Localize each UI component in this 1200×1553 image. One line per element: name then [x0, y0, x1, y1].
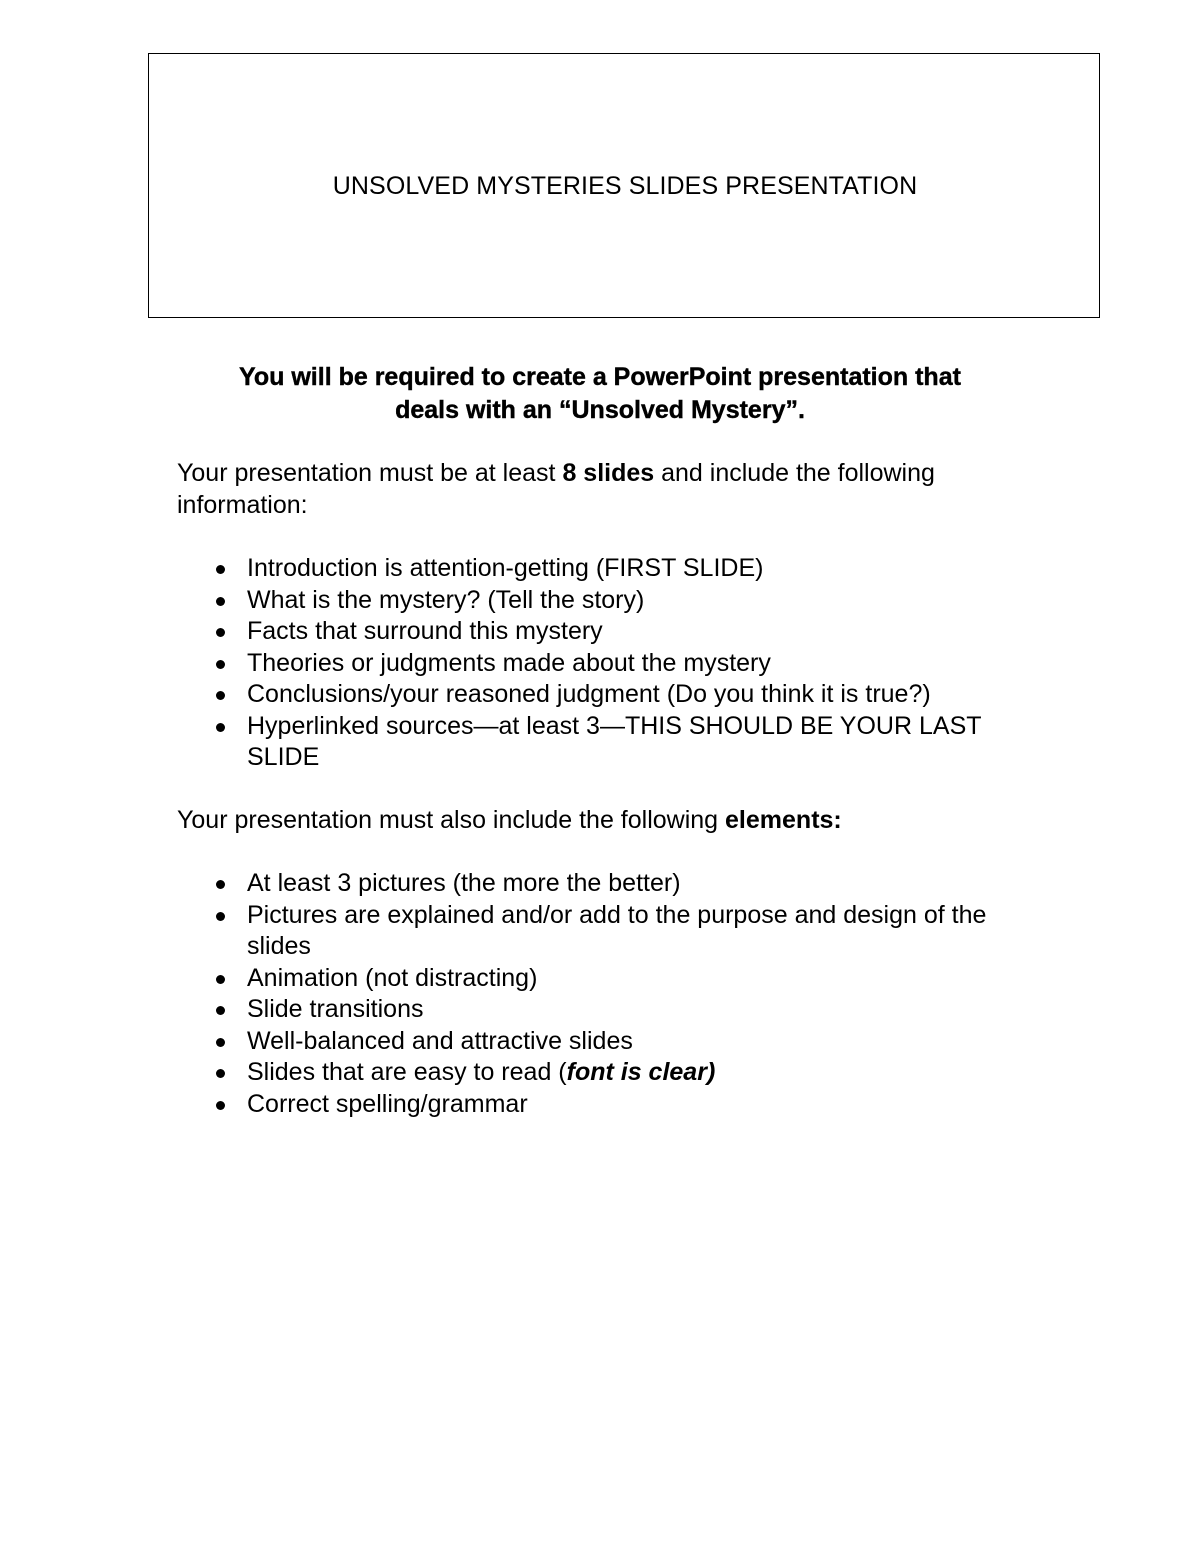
list-item-text: Hyperlinked sources—at least 3—THIS SHOULD BE YOUR LAST SLIDE: [247, 711, 982, 771]
list-item-text: Well-balanced and attractive slides: [247, 1026, 633, 1055]
list-item: [177, 679, 1057, 711]
heading-line-1: You will be required to create a PowerPoint presentation that: [239, 363, 961, 391]
list-item-text: Slides that are easy to read (: [247, 1058, 567, 1086]
elements-list: [177, 868, 1057, 1120]
list-item-text: At least 3 pictures (the more the better): [247, 869, 681, 897]
bullet-icon: [216, 597, 225, 606]
list-item-text: What is the mystery? (Tell the story): [247, 585, 645, 614]
bullet-icon: [216, 660, 225, 669]
list-item-text: Correct spelling/grammar: [247, 1089, 528, 1118]
list-item: [177, 648, 1057, 680]
title-box: [148, 53, 1100, 318]
requirements-intro-text: Your presentation must be at least: [177, 459, 563, 487]
document-title: UNSOLVED MYSTERIES SLIDES PRESENTATION: [332, 172, 918, 200]
assignment-heading: [148, 361, 1052, 427]
slide-count-emphasis: 8 slides: [562, 459, 655, 487]
list-item-text: Facts that surround this mystery: [247, 617, 603, 645]
list-item-text: Introduction is attention-getting (FIRST SLIDE): [247, 554, 764, 582]
bullet-icon: [216, 1101, 225, 1110]
bullet-icon: [216, 975, 225, 984]
bullet-icon: [216, 1006, 225, 1015]
requirements-intro: [177, 458, 1057, 521]
bullet-icon: [216, 565, 225, 574]
list-item-text: Theories or judgments made about the mystery: [247, 648, 771, 677]
bullet-icon: [216, 880, 225, 889]
list-item: [177, 900, 1057, 963]
elements-intro: [177, 805, 1057, 837]
list-item: [177, 994, 1057, 1026]
font-clear-emphasis: font is clear): [566, 1058, 716, 1086]
elements-intro-text: Your presentation must also include the following: [177, 806, 726, 834]
list-item: [177, 553, 1057, 585]
list-item: [177, 963, 1057, 995]
list-item: [177, 1057, 1057, 1089]
heading-line-2: deals with an “Unsolved Mystery”.: [395, 396, 805, 424]
bullet-icon: [216, 628, 225, 637]
elements-emphasis: elements:: [725, 806, 842, 834]
bullet-icon: [216, 1038, 225, 1047]
list-item: [177, 585, 1057, 617]
list-item: [177, 868, 1057, 900]
list-item-text: Pictures are explained and/or add to the purpose and design of the slides: [247, 900, 987, 960]
list-item: [177, 616, 1057, 648]
bullet-icon: [216, 723, 225, 732]
list-item: [177, 1026, 1057, 1058]
list-item-text: Conclusions/your reasoned judgment (Do you think it is true?): [247, 680, 931, 708]
list-item-text: Slide transitions: [247, 995, 424, 1023]
information-list: [177, 553, 1057, 774]
list-item: [177, 711, 1057, 774]
list-item-text: Animation (not distracting): [247, 963, 538, 992]
bullet-icon: [216, 1069, 225, 1078]
bullet-icon: [216, 691, 225, 700]
bullet-icon: [216, 912, 225, 921]
requirements-intro-tail: and include the following information:: [177, 459, 935, 519]
list-item: [177, 1089, 1057, 1121]
